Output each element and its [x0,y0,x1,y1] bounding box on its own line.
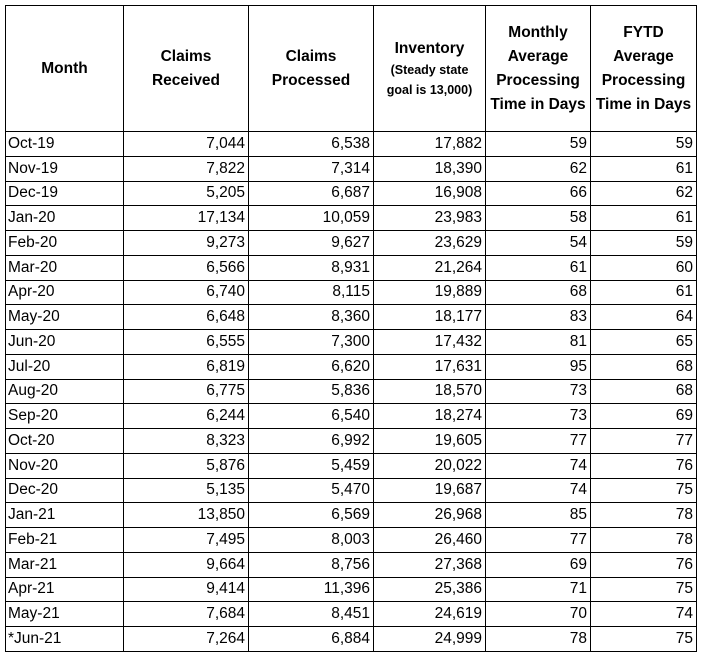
claims-processed-cell: 6,538 [249,132,374,157]
header-fytd-average: FYTD Average Processing Time in Days [591,6,697,132]
table-row [6,379,697,404]
inventory-cell: 25,386 [374,577,486,602]
claims-received-cell: 6,740 [124,280,249,305]
inventory-cell: 18,390 [374,156,486,181]
header-claims-processed: Claims Processed [249,6,374,132]
table-row [6,577,697,602]
claims-processed-cell: 9,627 [249,231,374,256]
inventory-cell: 17,631 [374,354,486,379]
claims-processed-cell: 7,300 [249,330,374,355]
fytd-average-cell: 61 [591,156,697,181]
inventory-cell: 27,368 [374,552,486,577]
header-inventory [374,6,486,132]
claims-processed-cell: 8,756 [249,552,374,577]
fytd-average-cell: 61 [591,280,697,305]
claims-received-cell: 8,323 [124,429,249,454]
fytd-average-cell: 60 [591,255,697,280]
claims-received-cell: 5,135 [124,478,249,503]
monthly-average-cell: 85 [486,503,591,528]
month-cell: Oct-19 [6,132,124,157]
header-inventory-note: (Steady state goal is 13,000) [386,62,473,97]
month-cell: Feb-20 [6,231,124,256]
claims-table-container [5,5,697,652]
month-cell: Nov-19 [6,156,124,181]
header-inventory-label: Inventory [394,39,465,57]
header-month: Month [6,6,124,132]
inventory-cell: 18,570 [374,379,486,404]
claims-processed-cell: 8,931 [249,255,374,280]
claims-received-cell: 17,134 [124,206,249,231]
inventory-cell: 24,619 [374,602,486,627]
claims-received-cell: 6,566 [124,255,249,280]
month-cell: *Jun-21 [6,627,124,652]
table-row [6,503,697,528]
inventory-cell: 19,605 [374,429,486,454]
header-row [6,6,697,132]
fytd-average-cell: 78 [591,528,697,553]
claims-received-cell: 9,414 [124,577,249,602]
claims-received-cell: 5,205 [124,181,249,206]
header-monthly-average: Monthly Average Processing Time in Days [486,6,591,132]
table-body [6,132,697,652]
fytd-average-cell: 59 [591,231,697,256]
inventory-cell: 20,022 [374,453,486,478]
claims-table [5,5,697,652]
month-cell: Oct-20 [6,429,124,454]
month-cell: Mar-21 [6,552,124,577]
monthly-average-cell: 74 [486,453,591,478]
fytd-average-cell: 69 [591,404,697,429]
claims-received-cell: 9,273 [124,231,249,256]
table-row [6,132,697,157]
claims-received-cell: 13,850 [124,503,249,528]
fytd-average-cell: 62 [591,181,697,206]
table-header [6,6,697,132]
monthly-average-cell: 62 [486,156,591,181]
inventory-cell: 24,999 [374,627,486,652]
inventory-cell: 19,687 [374,478,486,503]
claims-processed-cell: 6,884 [249,627,374,652]
monthly-average-cell: 77 [486,528,591,553]
table-row [6,478,697,503]
fytd-average-cell: 76 [591,453,697,478]
table-row [6,354,697,379]
fytd-average-cell: 68 [591,379,697,404]
claims-processed-cell: 6,992 [249,429,374,454]
table-row [6,627,697,652]
inventory-cell: 18,274 [374,404,486,429]
table-row [6,156,697,181]
month-cell: Apr-20 [6,280,124,305]
fytd-average-cell: 75 [591,478,697,503]
claims-processed-cell: 8,115 [249,280,374,305]
claims-received-cell: 7,822 [124,156,249,181]
month-cell: Sep-20 [6,404,124,429]
month-cell: Jul-20 [6,354,124,379]
monthly-average-cell: 83 [486,305,591,330]
claims-received-cell: 6,648 [124,305,249,330]
monthly-average-cell: 58 [486,206,591,231]
monthly-average-cell: 54 [486,231,591,256]
claims-processed-cell: 6,569 [249,503,374,528]
claims-processed-cell: 6,687 [249,181,374,206]
month-cell: Dec-19 [6,181,124,206]
month-cell: Jan-20 [6,206,124,231]
table-row [6,206,697,231]
fytd-average-cell: 74 [591,602,697,627]
table-row [6,404,697,429]
inventory-cell: 23,629 [374,231,486,256]
claims-received-cell: 6,244 [124,404,249,429]
monthly-average-cell: 73 [486,404,591,429]
claims-processed-cell: 8,003 [249,528,374,553]
fytd-average-cell: 68 [591,354,697,379]
claims-processed-cell: 8,360 [249,305,374,330]
month-cell: Dec-20 [6,478,124,503]
month-cell: May-21 [6,602,124,627]
month-cell: Aug-20 [6,379,124,404]
inventory-cell: 26,968 [374,503,486,528]
claims-processed-cell: 5,470 [249,478,374,503]
claims-received-cell: 6,819 [124,354,249,379]
claims-received-cell: 5,876 [124,453,249,478]
table-row [6,528,697,553]
inventory-cell: 21,264 [374,255,486,280]
table-row [6,305,697,330]
table-row [6,231,697,256]
table-row [6,181,697,206]
claims-processed-cell: 8,451 [249,602,374,627]
monthly-average-cell: 95 [486,354,591,379]
monthly-average-cell: 78 [486,627,591,652]
table-row [6,280,697,305]
table-row [6,330,697,355]
claims-processed-cell: 6,540 [249,404,374,429]
inventory-cell: 16,908 [374,181,486,206]
fytd-average-cell: 77 [591,429,697,454]
monthly-average-cell: 73 [486,379,591,404]
table-row [6,255,697,280]
table-row [6,552,697,577]
month-cell: Jun-20 [6,330,124,355]
monthly-average-cell: 61 [486,255,591,280]
monthly-average-cell: 66 [486,181,591,206]
monthly-average-cell: 77 [486,429,591,454]
claims-processed-cell: 5,836 [249,379,374,404]
fytd-average-cell: 78 [591,503,697,528]
inventory-cell: 26,460 [374,528,486,553]
table-row [6,453,697,478]
fytd-average-cell: 61 [591,206,697,231]
fytd-average-cell: 59 [591,132,697,157]
fytd-average-cell: 75 [591,627,697,652]
claims-processed-cell: 11,396 [249,577,374,602]
table-row [6,602,697,627]
claims-received-cell: 9,664 [124,552,249,577]
claims-processed-cell: 7,314 [249,156,374,181]
month-cell: Nov-20 [6,453,124,478]
month-cell: May-20 [6,305,124,330]
monthly-average-cell: 71 [486,577,591,602]
monthly-average-cell: 68 [486,280,591,305]
monthly-average-cell: 81 [486,330,591,355]
claims-processed-cell: 5,459 [249,453,374,478]
claims-processed-cell: 10,059 [249,206,374,231]
monthly-average-cell: 74 [486,478,591,503]
month-cell: Feb-21 [6,528,124,553]
fytd-average-cell: 76 [591,552,697,577]
inventory-cell: 17,432 [374,330,486,355]
fytd-average-cell: 65 [591,330,697,355]
fytd-average-cell: 64 [591,305,697,330]
month-cell: Mar-20 [6,255,124,280]
claims-received-cell: 7,684 [124,602,249,627]
month-cell: Jan-21 [6,503,124,528]
claims-processed-cell: 6,620 [249,354,374,379]
monthly-average-cell: 69 [486,552,591,577]
month-cell: Apr-21 [6,577,124,602]
inventory-cell: 17,882 [374,132,486,157]
header-claims-received: Claims Received [124,6,249,132]
claims-received-cell: 7,044 [124,132,249,157]
monthly-average-cell: 70 [486,602,591,627]
claims-received-cell: 7,495 [124,528,249,553]
claims-received-cell: 6,775 [124,379,249,404]
fytd-average-cell: 75 [591,577,697,602]
inventory-cell: 19,889 [374,280,486,305]
monthly-average-cell: 59 [486,132,591,157]
claims-received-cell: 7,264 [124,627,249,652]
inventory-cell: 23,983 [374,206,486,231]
table-row [6,429,697,454]
claims-received-cell: 6,555 [124,330,249,355]
inventory-cell: 18,177 [374,305,486,330]
